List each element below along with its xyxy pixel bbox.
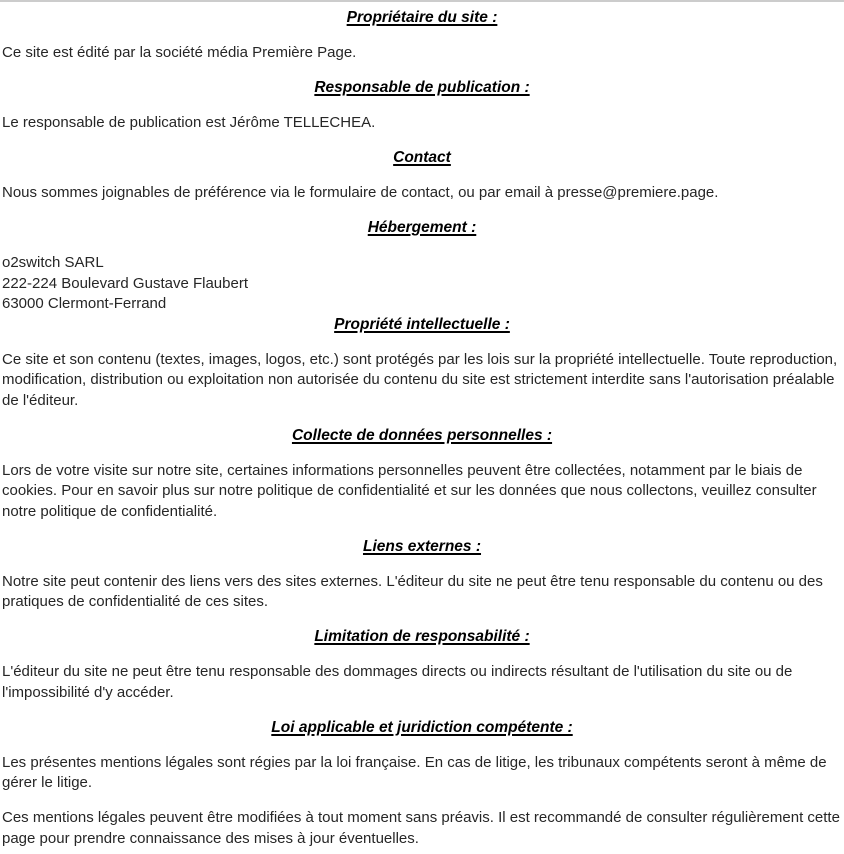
paragraph: Ce site et son contenu (textes, images, logos, etc.) sont protégés par les lois sur la propriété intellectuelle. Toute reproduction, modification, distribution ou exploitation non autorisée du contenu du site est strictement interdite sans l'autorisation préalable de l'éditeur.: [2, 350, 838, 409]
paragraph: Le responsable de publication est Jérôme TELLECHEA.: [2, 114, 376, 131]
address-line: 63000 Clermont-Ferrand: [2, 295, 167, 312]
section-heading-limitation-de-responsabilite: Limitation de responsabilité :: [314, 628, 530, 645]
legal-sections: [2, 8, 842, 849]
paragraph: Lors de votre visite sur notre site, certaines informations personnelles peuvent être collectées, notamment par le biais de cookies. Pour en savoir plus sur notre politique de confidentialité et sur les données que nous collectons, veuillez consulter notre politique de confidentialité.: [2, 461, 817, 520]
section-heading-collecte-de-donnees-personnelles: Collecte de données personnelles :: [291, 426, 553, 444]
section-heading-responsable-de-publication: Responsable de publication :: [314, 79, 530, 96]
paragraph: Les présentes mentions légales sont régies par la loi française. En cas de litige, les tribunaux compétents seront à même de gérer le litige.: [2, 753, 827, 791]
section-heading-contact: Contact: [393, 149, 451, 166]
paragraph: Ce site est édité par la société média Première Page.: [2, 44, 357, 61]
section-heading-proprietaire-du-site: Propriétaire du site :: [346, 9, 498, 26]
address-line: 222-224 Boulevard Gustave Flaubert: [2, 274, 248, 292]
paragraph: L'éditeur du site ne peut être tenu responsable des dommages directs ou indirects résultant de l'utilisation du site ou de l'impossibilité d'y accéder.: [2, 663, 793, 701]
address-line: o2switch SARL: [2, 254, 104, 271]
section-heading-propriete-intellectuelle: Propriété intellectuelle :: [334, 315, 510, 333]
section-heading-loi-applicable-et-juridiction-competente: Loi applicable et juridiction compétente :: [271, 718, 573, 736]
paragraph: Notre site peut contenir des liens vers des sites externes. L'éditeur du site ne peut être tenu responsable du contenu ou des pratiques de confidentialité de ces sites.: [2, 572, 823, 610]
section-heading-hebergement: Hébergement :: [367, 219, 477, 236]
section-heading-liens-externes: Liens externes :: [362, 537, 482, 555]
paragraph: Nous sommes joignables de préférence via le formulaire de contact, ou par email à presse@premiere.page.: [2, 184, 719, 201]
paragraph: Ces mentions légales peuvent être modifiées à tout moment sans préavis. Il est recommandé de consulter régulièrement cette page pour prendre connaissance des mises à jour éventuelles.: [2, 809, 840, 847]
address-block: [2, 253, 842, 315]
